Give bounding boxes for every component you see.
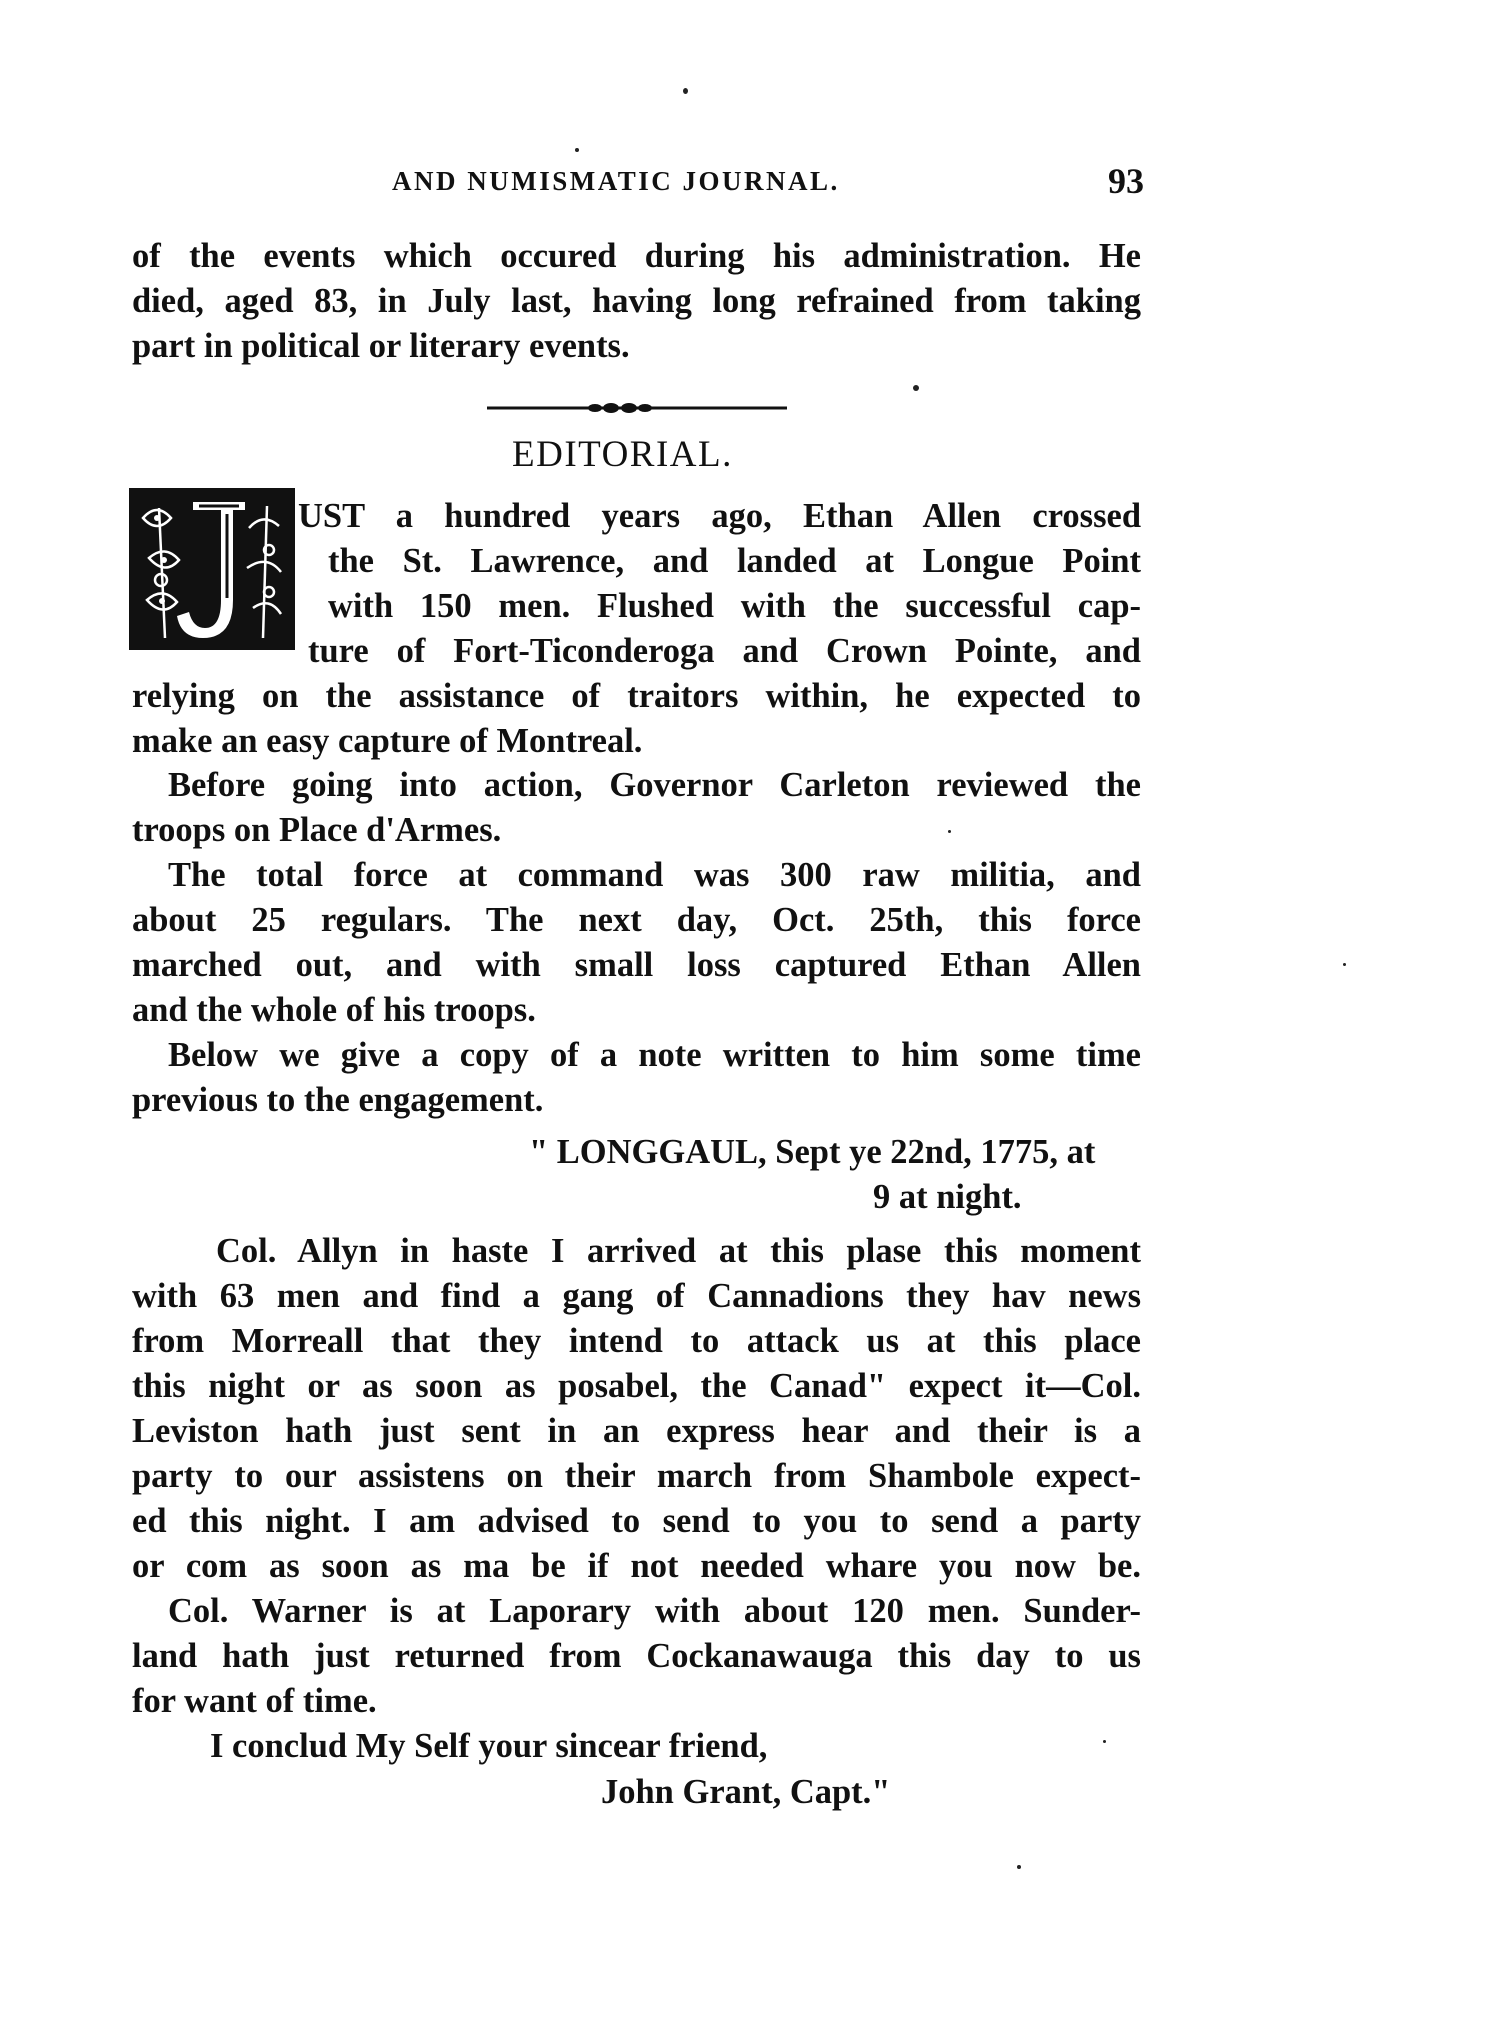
paragraph-line: Before going into action, Governor Carleton reviewed the [168,766,1141,804]
paragraph-line: marched out, and with small loss captured Ethan Allen [132,946,1141,984]
paragraph-line: previous to the engagement. [132,1081,544,1119]
letter-line: land hath just returned from Cockanawauga this day to us [132,1637,1141,1675]
letter-line: with 63 men and find a gang of Cannadions they hav news [132,1277,1141,1315]
scan-speck [913,385,919,391]
paragraph-line: about 25 regulars. The next day, Oct. 25th, this force [132,901,1141,939]
decorated-dropcap [129,488,295,650]
scan-speck [1343,963,1346,966]
scan-speck [1103,1740,1106,1743]
intro-line: part in political or literary events. [132,327,630,365]
dropcap-letter: J [129,488,130,489]
scan-speck [575,148,579,152]
editorial-line: relying on the assistance of traitors within, he expected to [132,677,1141,715]
letter-line: Col. Allyn in haste I arrived at this plase this moment [216,1232,1141,1270]
page-header [0,160,1490,210]
letter-dateline: 9 at night. [873,1178,1022,1216]
page-number: 93 [1108,161,1144,201]
letter-line: this night or as soon as posabel, the Canad" expect it—Col. [132,1367,1141,1405]
editorial-line: make an easy capture of Montreal. [132,722,643,760]
intro-line: of the events which occured during his administration. He [132,237,1141,275]
editorial-line: the St. Lawrence, and landed at Longue Point [328,542,1141,580]
running-head: AND NUMISMATIC JOURNAL. [392,166,840,196]
paragraph-line: and the whole of his troops. [132,991,536,1029]
paragraph-line: The total force at command was 300 raw militia, and [168,856,1141,894]
letter-line: for want of time. [132,1682,377,1720]
letter-line: Leviston hath just sent in an express hear and their is a [132,1412,1141,1450]
letter-line: ed this night. I am advised to send to you to send a party [132,1502,1141,1540]
paragraph-line: troops on Place d'Armes. [132,811,502,849]
letter-line: Col. Warner is at Laporary with about 120 men. Sunder- [168,1592,1141,1630]
letter-closing: I conclud My Self your sincear friend, [210,1727,768,1765]
scan-speck [948,830,951,833]
scan-speck [1017,1865,1021,1869]
letter-line: or com as soon as ma be if not needed whare you now be. [132,1547,1141,1585]
paragraph-line: Below we give a copy of a note written to him some time [168,1036,1141,1074]
intro-line: died, aged 83, in July last, having long refrained from taking [132,282,1141,320]
section-title: EDITORIAL. [512,434,733,475]
scan-speck [683,88,688,94]
letter-line: party to our assistens on their march from Shambole expect- [132,1457,1141,1495]
letter-signature: John Grant, Capt." [601,1773,891,1811]
letter-dateline: " LONGGAUL, Sept ye 22nd, 1775, at [529,1133,1096,1171]
letter-line: from Morreall that they intend to attack us at this place [132,1322,1141,1360]
ornamental-divider [487,393,787,423]
editorial-line: ture of Fort-Ticonderoga and Crown Pointe, and [308,632,1141,670]
editorial-line: UST a hundred years ago, Ethan Allen crossed [298,497,1141,535]
editorial-line: with 150 men. Flushed with the successful cap- [328,587,1141,625]
